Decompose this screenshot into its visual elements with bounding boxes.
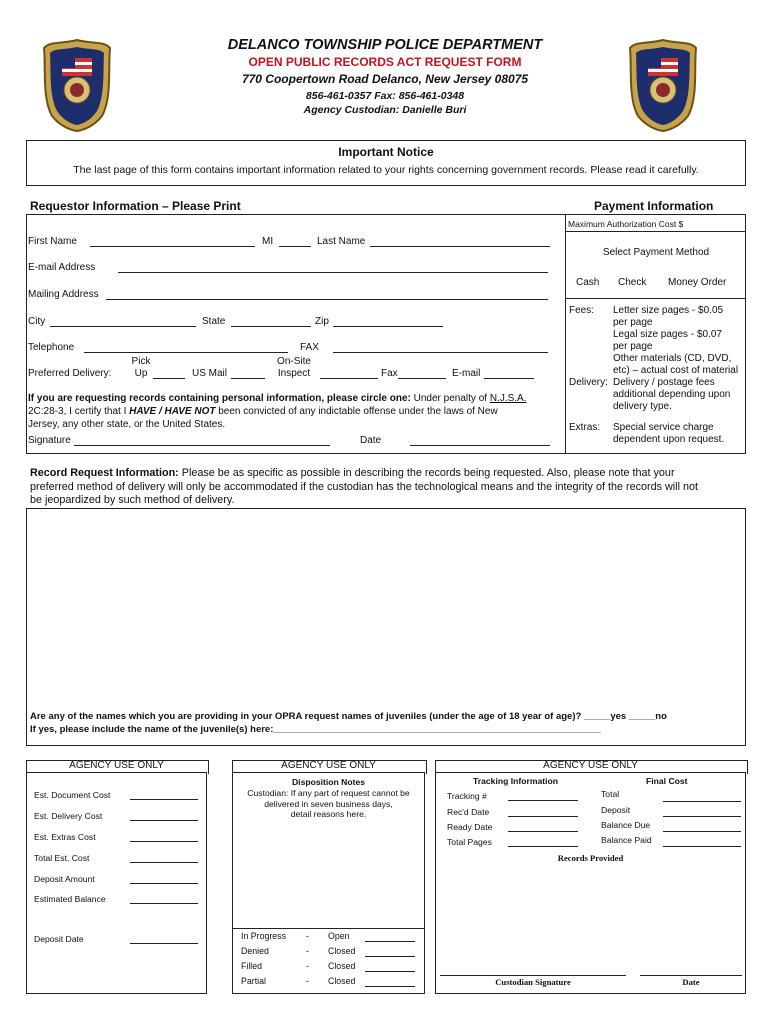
juvenile-question: Are any of the names which you are providing in your OPRA request names of juveniles (under the age of 18 year of age)? _____yes _____no (30, 711, 667, 722)
last-name-label: Last Name (317, 236, 366, 247)
ready-date-field[interactable] (508, 831, 578, 832)
est-extras-cost-field[interactable] (130, 841, 198, 842)
email-field[interactable] (118, 272, 548, 273)
address: 770 Coopertown Road Delanco, New Jersey 08075 (241, 72, 529, 86)
est-extras-cost-label: Est. Extras Cost (34, 832, 96, 842)
date-label: Date (360, 435, 382, 446)
final-cost-title: Final Cost (646, 776, 688, 786)
notice-text: The last page of this form contains important information related to your rights concerning government records. Please read it carefully. (73, 164, 699, 176)
status-dash: - (306, 961, 309, 971)
payment-divider-2 (565, 298, 746, 299)
total-field[interactable] (663, 801, 741, 802)
zip-label: Zip (315, 316, 329, 327)
balance-due-label: Balance Due (601, 820, 651, 830)
personal-info-bold: If you are requesting records containing personal information, please circle one: (28, 393, 411, 404)
mailing-address-field[interactable] (106, 299, 548, 300)
status-closed: Closed (328, 946, 356, 956)
personal-info-certification (28, 392, 558, 431)
police-badge-right-icon (628, 38, 698, 132)
status-divider (232, 928, 425, 929)
state-field[interactable] (231, 326, 311, 327)
record-request-line3: be jeopardized by such method of delivery. (30, 494, 235, 506)
extras-line: dependent upon request. (613, 434, 725, 445)
tracking-number-label: Tracking # (447, 791, 487, 801)
fax-delivery-label: Fax (381, 368, 398, 379)
first-name-field[interactable] (90, 246, 255, 247)
city-label: City (28, 316, 46, 327)
status-open: Open (328, 931, 350, 941)
department-title: DELANCO TOWNSHIP POLICE DEPARTMENT (227, 37, 543, 53)
estimated-balance-field[interactable] (130, 903, 198, 904)
us-mail-field[interactable] (231, 378, 265, 379)
records-provided-area[interactable] (436, 865, 745, 973)
email-delivery-field[interactable] (484, 378, 534, 379)
custodian-signature-label: Custodian Signature (495, 977, 571, 987)
delivery-fee-label: Delivery: (569, 377, 608, 388)
juvenile-names-field[interactable]: If yes, please include the name of the juvenile(s) here:______________________________________________________________ (30, 724, 601, 735)
pick-up-field[interactable] (153, 378, 185, 379)
phone-fax: 856-461-0357 Fax: 856-461-0348 (305, 90, 465, 102)
total-est-cost-label: Total Est. Cost (34, 853, 90, 863)
record-request-line1: Please be as specific as possible in describing the records being requested. Also, please note that your (178, 467, 675, 479)
preferred-delivery-label: Preferred Delivery: (28, 368, 112, 379)
mi-label: MI (262, 236, 274, 247)
status-denied: Denied (241, 946, 269, 956)
notes-line: delivered in seven business days, (264, 798, 393, 809)
check-option[interactable]: Check (618, 277, 647, 288)
max-authorization-label: Maximum Authorization Cost $ (568, 219, 684, 229)
state-label: State (202, 316, 226, 327)
onsite-label-2: Inspect (277, 368, 311, 379)
agency-title-2: AGENCY USE ONLY (281, 760, 376, 771)
delivery-fee-details (613, 377, 730, 413)
telephone-field[interactable] (84, 352, 288, 353)
requestor-section-title: Requestor Information – Please Print (30, 199, 241, 213)
signature-field[interactable] (74, 445, 330, 446)
fees-line: Letter size pages - $0.05 (613, 305, 724, 316)
have-have-not[interactable]: HAVE / HAVE NOT (129, 406, 216, 417)
deposit-label: Deposit (601, 805, 631, 815)
payment-section-title: Payment Information (594, 199, 714, 213)
police-badge-left-icon (42, 38, 112, 132)
deposit-amount-label: Deposit Amount (34, 874, 95, 884)
notes-line: Custodian: If any part of request cannot be (247, 788, 410, 798)
status-dash: - (306, 946, 309, 956)
fees-line: Legal size pages - $0.07 (613, 329, 722, 340)
zip-field[interactable] (333, 326, 443, 327)
est-document-cost-field[interactable] (130, 799, 198, 800)
important-notice-box (26, 140, 746, 186)
record-request-instructions (30, 467, 750, 508)
mi-field[interactable] (279, 246, 311, 247)
onsite-field[interactable] (320, 378, 378, 379)
email-delivery-label: E-mail (452, 368, 481, 379)
extras-label: Extras: (569, 422, 601, 433)
fax-field[interactable] (333, 352, 548, 353)
estimated-balance-label: Estimated Balance (34, 894, 106, 904)
balance-paid-label: Balance Paid (601, 835, 652, 845)
status-closed: Closed (328, 976, 356, 986)
first-name-label: First Name (28, 236, 77, 247)
fees-line: etc) – actual cost of material (613, 365, 739, 376)
record-request-line2: preferred method of delivery will only be accommodated if the custodian has the technological means and the integrity of the records will not (30, 480, 698, 493)
money-order-option[interactable]: Money Order (668, 277, 727, 288)
notes-line: detail reasons here. (290, 809, 367, 819)
telephone-label: Telephone (28, 342, 75, 353)
form-title: OPEN PUBLIC RECORDS ACT REQUEST FORM (248, 55, 522, 69)
recd-date-label: Rec'd Date (447, 807, 490, 817)
date-field[interactable] (410, 445, 550, 446)
fees-line: per page (613, 317, 653, 328)
status-partial-field[interactable] (365, 986, 415, 987)
personal-info-rest: Under penalty of (410, 393, 490, 404)
personal-line3: Jersey, any other state, or the United States. (28, 419, 226, 430)
status-open-field[interactable] (365, 941, 415, 942)
est-delivery-cost-field[interactable] (130, 820, 198, 821)
last-name-field[interactable] (370, 246, 550, 247)
status-dash: - (306, 976, 309, 986)
city-field[interactable] (50, 326, 196, 327)
us-mail-label: US Mail (192, 368, 228, 379)
pick-up-label-2: Up (134, 368, 148, 379)
deposit-field[interactable] (663, 816, 741, 817)
disposition-notes-title: Disposition Notes (291, 777, 366, 787)
disposition-notes-text (232, 788, 425, 820)
custodian-signature-field[interactable] (440, 975, 626, 976)
est-delivery-cost-label: Est. Delivery Cost (34, 811, 103, 821)
custodian-date-field[interactable] (640, 975, 742, 976)
delivery-line: delivery type. (613, 401, 672, 412)
status-closed: Closed (328, 961, 356, 971)
personal-line2a: 2C:28-3, I certify that I (28, 406, 130, 417)
fax-delivery-field[interactable] (398, 378, 446, 379)
deposit-date-label: Deposit Date (34, 934, 84, 944)
pick-up-label-1: Pick (131, 356, 151, 367)
personal-line2b: been convicted of any indictable offense under the laws of New (215, 406, 498, 417)
status-in-progress: In Progress (241, 931, 286, 941)
delivery-line: additional depending upon (613, 389, 731, 400)
njsa-link: N.J.S.A. (489, 393, 527, 404)
agency-title-1: AGENCY USE ONLY (69, 760, 164, 771)
status-partial: Partial (241, 976, 266, 986)
status-dash: - (306, 931, 309, 941)
extras-line: Special service charge (613, 422, 714, 433)
fees-label: Fees: (569, 305, 595, 316)
tracking-info-title: Tracking Information (473, 776, 558, 786)
mailing-address-label: Mailing Address (28, 289, 99, 300)
balance-paid-field[interactable] (663, 846, 741, 847)
select-payment-label: Select Payment Method (602, 247, 710, 258)
custodian-date-label: Date (682, 977, 700, 987)
notice-title: Important Notice (338, 145, 434, 159)
deposit-date-field[interactable] (130, 943, 198, 944)
extras-details (613, 422, 724, 446)
tracking-number-field[interactable] (508, 800, 578, 801)
deposit-amount-field[interactable] (130, 883, 198, 884)
total-pages-label: Total Pages (447, 837, 492, 847)
fax-label: FAX (300, 342, 319, 353)
fees-line: per page (613, 341, 653, 352)
records-provided-label: Records Provided (557, 853, 624, 863)
record-request-label: Record Request Information: (30, 467, 179, 479)
signature-label: Signature (28, 435, 71, 446)
fees-line: Other materials (CD, DVD, (613, 353, 732, 364)
ready-date-label: Ready Date (447, 822, 493, 832)
est-document-cost-label: Est. Document Cost (34, 790, 111, 800)
total-pages-field[interactable] (508, 846, 578, 847)
status-filled-field[interactable] (365, 971, 415, 972)
balance-due-field[interactable] (663, 831, 741, 832)
delivery-line: Delivery / postage fees (613, 377, 715, 388)
agency-title-3: AGENCY USE ONLY (543, 760, 638, 771)
email-label: E-mail Address (28, 262, 96, 273)
agency-custodian: Agency Custodian: Danielle Buri (303, 104, 467, 116)
status-denied-field[interactable] (365, 956, 415, 957)
cash-option[interactable]: Cash (576, 277, 600, 288)
status-filled: Filled (241, 961, 263, 971)
fees-details (613, 305, 738, 377)
recd-date-field[interactable] (508, 816, 578, 817)
payment-divider (565, 231, 746, 232)
onsite-label-1: On-Site (277, 356, 311, 367)
total-est-cost-field[interactable] (130, 862, 198, 863)
total-label: Total (601, 789, 620, 799)
